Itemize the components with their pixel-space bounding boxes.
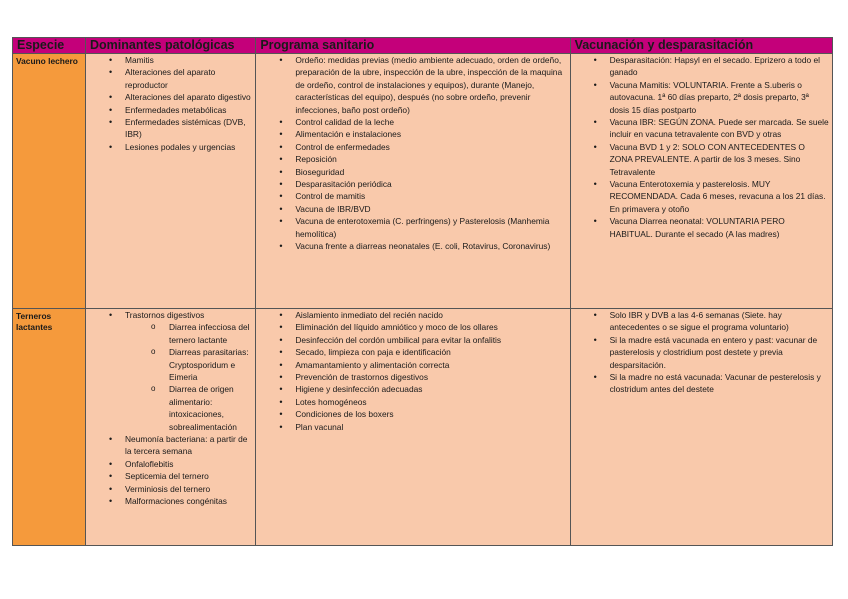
list-item: • Desparasitación periódica	[295, 178, 566, 190]
programa-cell	[256, 54, 570, 309]
header-especie: Especie	[13, 38, 86, 54]
list-item: • Vacuna Diarrea neonatal: VOLUNTARIA PERO HABITUAL. Durante el secado (A las madres)	[610, 215, 829, 240]
list-item: • Malformaciones congénitas	[125, 495, 252, 507]
list-item: • Vacuna frente a diarreas neonatales (E. coli, Rotavirus, Coronavirus)	[295, 240, 566, 252]
list-item: • Condiciones de los boxers	[295, 408, 566, 420]
sub-list-item: o Diarrea de origen alimentario: intoxicaciones, sobrealimentación	[169, 383, 252, 433]
table-row	[13, 54, 833, 309]
dominantes-cell	[86, 54, 256, 309]
list-item: • Vacuna IBR: SEGÚN ZONA. Puede ser marcada. Se suele incluir en vacuna tetravalente con BVD y otras	[610, 116, 829, 141]
list-item: • Reposición	[295, 153, 566, 165]
list-item: • Alteraciones del aparato digestivo	[125, 91, 252, 103]
list-item	[125, 309, 252, 433]
programa-cell	[256, 309, 570, 546]
programa-list	[259, 309, 566, 433]
dominantes-list	[89, 309, 252, 508]
list-item: • Control de mamitis	[295, 190, 566, 202]
list-item: • Eliminación del líquido amniótico y moco de los ollares	[295, 321, 566, 333]
sanitary-program-table	[12, 37, 833, 546]
header-vacunacion: Vacunación y desparasitación	[570, 38, 832, 54]
header-row	[13, 38, 833, 54]
list-item: • Vacuna Enterotoxemia y pasterelosis. MUY RECOMENDADA. Cada 6 meses, revacuna a los 21 días. En primavera y otoño	[610, 178, 829, 215]
list-item: • Secado, limpieza con paja e identificación	[295, 346, 566, 358]
header-programa: Programa sanitario	[256, 38, 570, 54]
list-item: • Ordeño: medidas previas (medio ambiente adecuado, orden de ordeño, preparación de la ubre, inspección de la ubre, inspección de la maquina de ordeño, control de instalaciones y equipos), durante (Manejo, características del equipo), después (no sobre ordeño, prevenir infecciones, baño post ordeño)	[295, 54, 566, 116]
list-item: • Enfermedades sistémicas (DVB, IBR)	[125, 116, 252, 141]
list-item-label: Trastornos digestivos	[125, 310, 205, 320]
programa-list	[259, 54, 566, 253]
vacunacion-list	[574, 54, 829, 240]
list-item: • Higiene y desinfección adecuadas	[295, 383, 566, 395]
species-cell: Vacuno lechero	[13, 54, 86, 309]
list-item: • Amamantamiento y alimentación correcta	[295, 359, 566, 371]
species-cell: Terneros lactantes	[13, 309, 86, 546]
vacunacion-cell	[570, 309, 832, 546]
list-item: • Onfaloflebitis	[125, 458, 252, 470]
list-item: • Vacuna de enterotoxemia (C. perfringens) y Pasterelosis (Manhemia hemolítica)	[295, 215, 566, 240]
list-item: • Mamitis	[125, 54, 252, 66]
list-item: • Desparasitación: Hapsyl en el secado. Eprizero a todo el ganado	[610, 54, 829, 79]
list-item: • Plan vacunal	[295, 421, 566, 433]
list-item: • Control calidad de la leche	[295, 116, 566, 128]
vacunacion-list	[574, 309, 829, 396]
list-item: • Desinfección del cordón umbilical para evitar la onfalitis	[295, 334, 566, 346]
list-item: • Control de enfermedades	[295, 141, 566, 153]
list-item: • Si la madre no está vacunada: Vacunar de pesterelosis y clostridum antes del destete	[610, 371, 829, 396]
dominantes-cell	[86, 309, 256, 546]
header-dominantes: Dominantes patológicas	[86, 38, 256, 54]
sub-list	[125, 321, 252, 433]
list-item: • Solo IBR y DVB a las 4-6 semanas (Siete. hay antecedentes o se sigue el programa voluntario)	[610, 309, 829, 334]
list-item: • Prevención de trastornos digestivos	[295, 371, 566, 383]
table-row	[13, 309, 833, 546]
list-item: • Lesiones podales y urgencias	[125, 141, 252, 153]
sub-list-item: o Diarrea infecciosa del ternero lactante	[169, 321, 252, 346]
sub-list-item: o Diarreas parasitarias: Cryptosporidum e Eimeria	[169, 346, 252, 383]
list-item: • Si la madre está vacunada en entero y past: vacunar de pasterelosis y clostridium post destete y previa desparsitación.	[610, 334, 829, 371]
dominantes-list	[89, 54, 252, 153]
list-item: • Alteraciones del aparato reproductor	[125, 66, 252, 91]
list-item: • Septicemia del ternero	[125, 470, 252, 482]
list-item: • Vacuna Mamitis: VOLUNTARIA. Frente a S.uberis o autovacuna. 1ª 60 días preparto, 2ª dosis preparto, 3ª dosis 15 días postparto	[610, 79, 829, 116]
list-item: • Lotes homogéneos	[295, 396, 566, 408]
list-item: • Bioseguridad	[295, 166, 566, 178]
vacunacion-cell	[570, 54, 832, 309]
list-item: • Alimentación e instalaciones	[295, 128, 566, 140]
list-item: • Neumonía bacteriana: a partir de la tercera semana	[125, 433, 252, 458]
list-item: • Verminiosis del ternero	[125, 483, 252, 495]
list-item: • Vacuna de IBR/BVD	[295, 203, 566, 215]
list-item: • Aislamiento inmediato del recién nacido	[295, 309, 566, 321]
list-item: • Vacuna BVD 1 y 2: SOLO CON ANTECEDENTES O ZONA PREVALENTE. A partir de los 3 meses. Sino Tetravalente	[610, 141, 829, 178]
list-item: • Enfermedades metabólicas	[125, 104, 252, 116]
